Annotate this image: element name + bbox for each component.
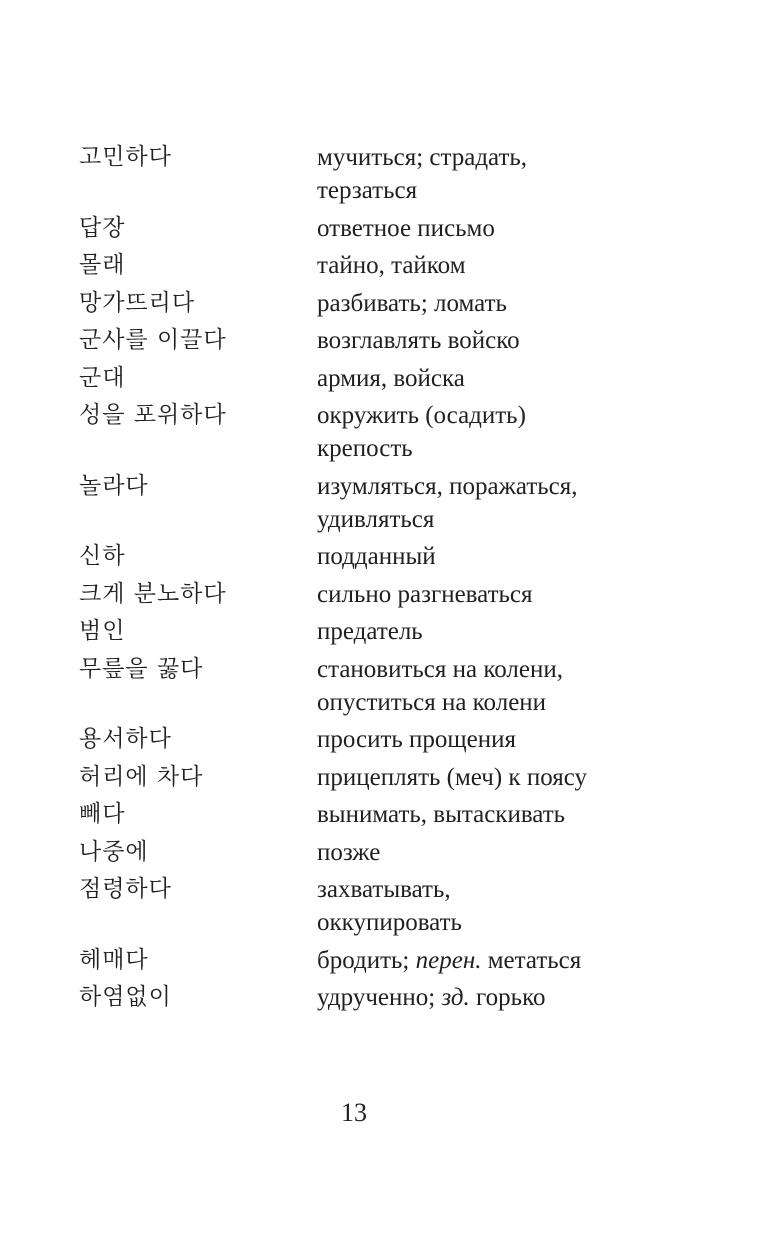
- glossary-entry: [79, 944, 699, 977]
- russian-translation: [317, 798, 699, 831]
- korean-term: 무릎을 꿇다: [79, 655, 204, 682]
- korean-term: 하염없이: [79, 984, 172, 1010]
- russian-translation: [317, 249, 699, 282]
- russian-translation: [317, 615, 699, 648]
- translation-text: горько: [469, 984, 546, 1011]
- translation-line: прицеплять (меч) к поясу: [317, 763, 587, 791]
- korean-term: 빼다: [79, 801, 126, 827]
- russian-translation: [317, 578, 699, 611]
- translation-line: просить прощения: [317, 726, 517, 753]
- russian-translation: [317, 944, 699, 977]
- glossary-entry: [79, 836, 699, 869]
- russian-translation: [317, 723, 699, 756]
- korean-term: 놀라다: [79, 472, 149, 499]
- translation-line: изумляться, поражаться,: [317, 472, 578, 500]
- russian-translation: [317, 399, 699, 465]
- glossary-list: [79, 141, 699, 1019]
- translation-line: сильно разгневаться: [317, 580, 533, 608]
- translation-line: захватывать,: [317, 876, 451, 903]
- page-number: 13: [341, 1098, 367, 1127]
- glossary-entry: [79, 287, 699, 320]
- glossary-entry: [79, 399, 699, 465]
- glossary-entry: [79, 798, 699, 831]
- korean-term: 허리에 차다: [79, 763, 204, 790]
- glossary-entry: [79, 981, 699, 1014]
- russian-translation: [317, 362, 699, 395]
- translation-line: тайно, тайком: [317, 252, 466, 279]
- glossary-entry: [79, 141, 699, 207]
- translation-line: оккупировать: [317, 909, 462, 936]
- glossary-entry: [79, 212, 699, 245]
- translation-line: подданный: [317, 543, 436, 570]
- russian-translation: [317, 761, 699, 794]
- korean-term: 고민하다: [79, 144, 172, 170]
- glossary-entry: [79, 873, 699, 939]
- glossary-entry: [79, 578, 699, 611]
- glossary-entry: [79, 249, 699, 282]
- glossary-entry: [79, 362, 699, 395]
- korean-term: 망가뜨리다: [79, 289, 196, 316]
- korean-term: 답장: [79, 214, 126, 241]
- translation-line: возглавлять войско: [317, 327, 520, 354]
- translation-line: позже: [317, 838, 381, 866]
- translation-text: метаться: [481, 946, 582, 974]
- translation-line: удивляться: [317, 505, 435, 533]
- translation-line: терзаться: [317, 177, 418, 204]
- russian-translation: [317, 981, 699, 1014]
- translation-line: опуститься на колени: [317, 688, 547, 716]
- glossary-entry: [79, 470, 699, 536]
- russian-translation: [317, 836, 699, 869]
- translation-line: становиться на колени,: [317, 655, 564, 683]
- translation-line: предатель: [317, 618, 423, 645]
- glossary-entry: [79, 615, 699, 648]
- korean-term: 성을 포위하다: [79, 402, 227, 428]
- translation-line: крепость: [317, 435, 413, 462]
- russian-translation: [317, 470, 699, 536]
- russian-translation: [317, 540, 699, 573]
- translation-line: вынимать, вытаскивать: [317, 801, 566, 828]
- korean-term: 나중에: [79, 838, 149, 865]
- korean-term: 범인: [79, 618, 126, 644]
- translation-line: [317, 981, 699, 1014]
- usage-abbreviation: зд.: [441, 984, 470, 1011]
- translation-line: армия, войска: [317, 364, 465, 392]
- translation-text: удрученно;: [317, 984, 442, 1011]
- korean-term: 점령하다: [79, 876, 172, 902]
- russian-translation: [317, 324, 699, 357]
- russian-translation: [317, 287, 699, 320]
- korean-term: 크게 분노하다: [79, 580, 227, 607]
- glossary-entry: [79, 723, 699, 756]
- glossary-entry: [79, 324, 699, 357]
- russian-translation: [317, 653, 699, 719]
- russian-translation: [317, 141, 699, 207]
- korean-term: 신하: [79, 543, 126, 569]
- translation-line: [317, 944, 699, 977]
- glossary-entry: [79, 761, 699, 794]
- glossary-entry: [79, 540, 699, 573]
- korean-term: 헤매다: [79, 946, 149, 973]
- russian-translation: [317, 212, 699, 245]
- translation-line: разбивать; ломать: [317, 289, 507, 317]
- korean-term: 몰래: [79, 252, 126, 278]
- glossary-entry: [79, 653, 699, 719]
- translation-line: ответное письмо: [317, 214, 495, 242]
- translation-text: бродить;: [317, 946, 416, 974]
- usage-abbreviation: перен.: [415, 946, 482, 974]
- russian-translation: [317, 873, 699, 939]
- korean-term: 군대: [79, 364, 126, 391]
- translation-line: окружить (осадить): [317, 402, 526, 429]
- korean-term: 용서하다: [79, 726, 172, 752]
- korean-term: 군사를 이끌다: [79, 327, 227, 353]
- translation-line: мучиться; страдать,: [317, 144, 528, 171]
